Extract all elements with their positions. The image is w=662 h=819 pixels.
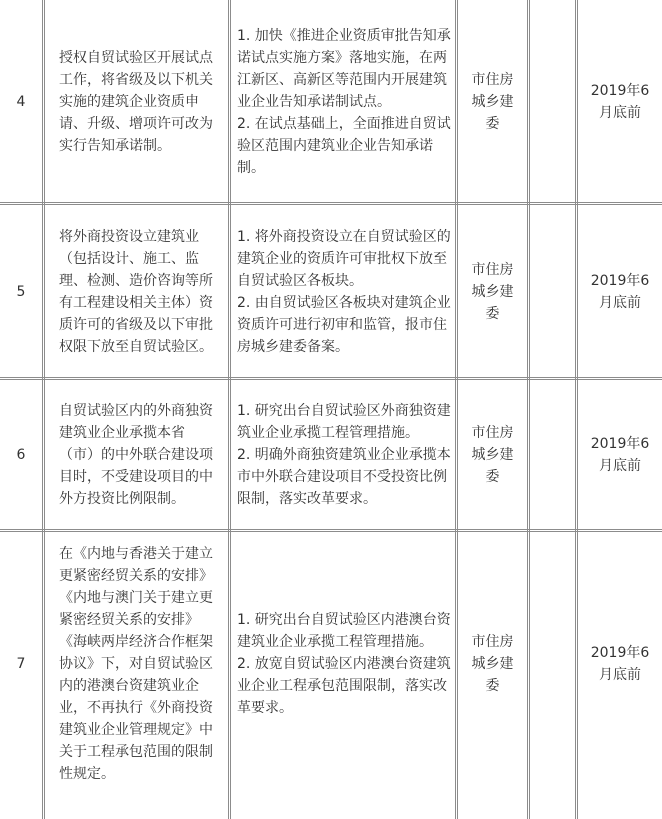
implementation-measures: 1. 将外商投资设立在自贸试验区的建筑企业的资质许可审批权下放至自贸试验区各板块。 2. 由自贸试验区各板块对建筑企业资质许可进行初审和监管，报市住房城乡建委备案。	[237, 228, 451, 355]
table-row	[0, 205, 662, 378]
deadline: 2019年6月底前	[590, 645, 650, 683]
reform-item: 在《内地与香港关于建立更紧密经贸关系的安排》《内地与澳门关于建立更紧密经贸关系的安排》《海峡两岸经济合作框架协议》下，对自贸试验区内的港澳台资建筑业企业，不再执行《外商投资建筑业企业管理规定》中关于工程承包范围的限制性规定。	[59, 546, 213, 782]
row-divider	[0, 529, 662, 530]
deadline: 2019年6月底前	[590, 436, 650, 474]
column-divider	[230, 0, 231, 819]
row-divider	[0, 379, 662, 380]
row-divider	[0, 377, 662, 378]
row-divider	[0, 531, 662, 532]
responsible-department: 市住房城乡建委	[471, 634, 514, 694]
table-row	[0, 0, 662, 203]
row-number: 4	[16, 93, 26, 110]
row-divider	[0, 204, 662, 205]
implementation-measures: 1. 研究出台自贸试验区外商独资建筑业企业承揽工程管理措施。 2. 明确外商独资建筑业企业承揽本市中外联合建设项目不受投资比例限制，落实改革要求。	[237, 403, 451, 507]
table-row	[0, 380, 662, 530]
reform-item: 授权自贸试验区开展试点工作，将省级及以下机关实施的建筑企业资质申请、升级、增项许可改为实行告知承诺制。	[59, 49, 213, 154]
row-number: 5	[16, 283, 26, 300]
column-divider	[457, 0, 458, 819]
reform-item: 将外商投资设立建筑业（包括设计、施工、监理、检测、造价咨询等所有工程建设相关主体）资质许可的省级及以下审批权限下放至自贸试验区。	[59, 228, 213, 355]
implementation-measures: 1. 研究出台自贸试验区内港澳台资建筑业企业承揽工程管理措施。 2. 放宽自贸试验区内港澳台资建筑业企业工程承包范围限制，落实改革要求。	[237, 612, 451, 716]
row-divider	[0, 202, 662, 203]
responsible-department: 市住房城乡建委	[471, 261, 514, 322]
row-number: 7	[16, 656, 26, 672]
row-number: 6	[16, 447, 26, 463]
column-divider	[529, 0, 530, 819]
column-divider	[228, 0, 229, 819]
column-divider	[455, 0, 456, 819]
column-divider	[44, 0, 45, 819]
column-divider	[575, 0, 576, 819]
implementation-measures: 1. 加快《推进企业资质审批告知承诺试点实施方案》落地实施，在两江新区、高新区等范围内开展建筑业企业告知承诺制试点。 2. 在试点基础上，全面推进自贸试验区范围内建筑业企业告知承诺制。	[237, 27, 451, 176]
column-divider	[527, 0, 528, 819]
column-divider	[42, 0, 43, 819]
reform-item: 自贸试验区内的外商独资建筑业企业承揽本省（市）的中外联合建设项目时，不受建设项目的中外方投资比例限制。	[59, 403, 213, 507]
responsible-department: 市住房城乡建委	[471, 425, 514, 485]
deadline: 2019年6月底前	[590, 272, 650, 311]
table-row	[0, 532, 662, 819]
deadline: 2019年6月底前	[590, 82, 650, 121]
column-divider	[577, 0, 578, 819]
responsible-department: 市住房城乡建委	[471, 71, 514, 132]
